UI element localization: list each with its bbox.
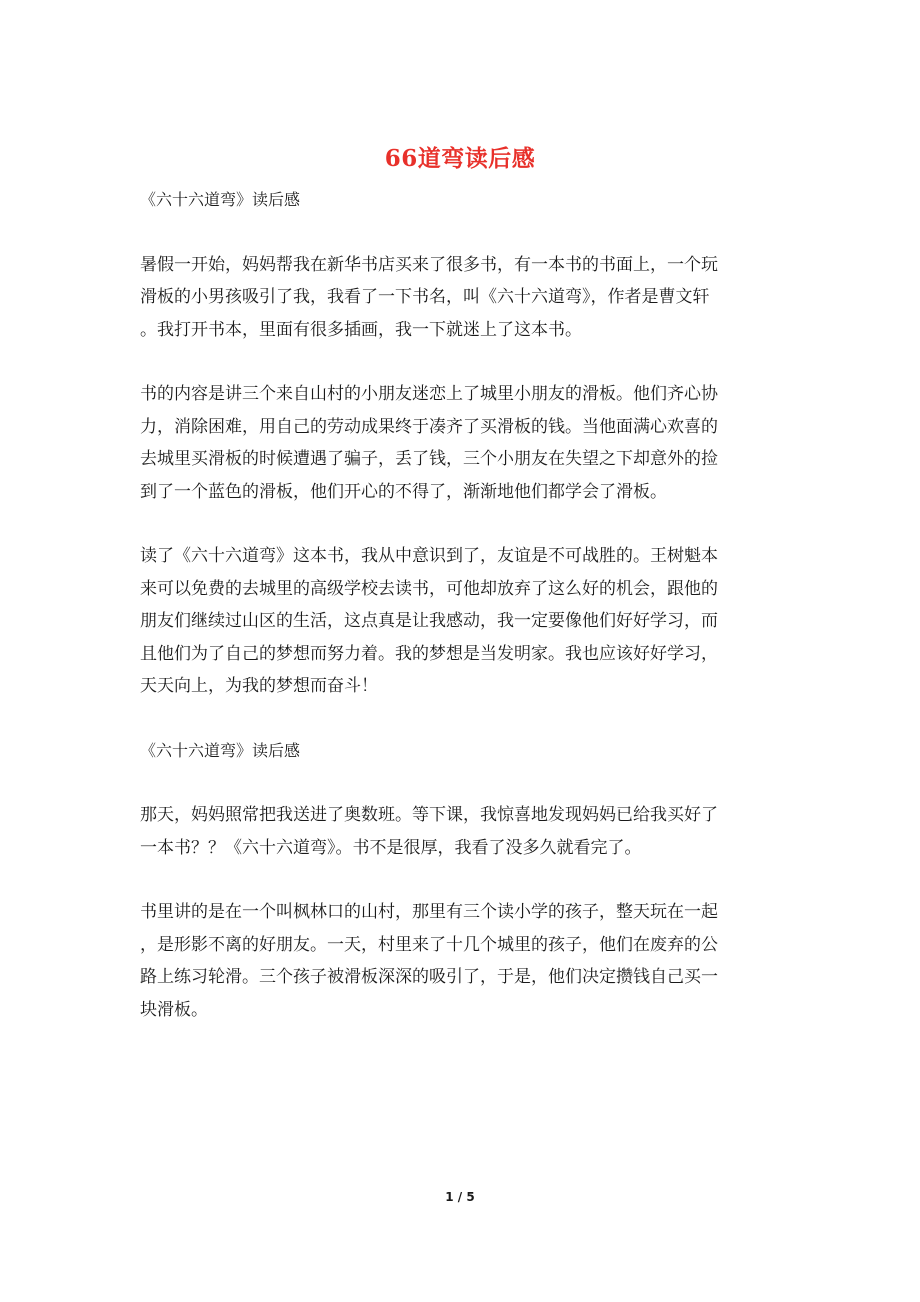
- page-title: 66道弯读后感: [384, 145, 536, 172]
- paragraph-line: 读了《六十六道弯》这本书，我从中意识到了，友谊是不可战胜的。王树魁本: [140, 546, 718, 566]
- paragraph-line: 暑假一开始，妈妈帮我在新华书店买来了很多书，有一本书的书面上，一个玩: [140, 254, 718, 275]
- paragraph-line: 到了一个蓝色的滑板，他们开心的不得了，渐渐地他们都学会了滑板。: [140, 481, 667, 502]
- paragraph: [140, 799, 780, 864]
- paragraph-line: ，是形影不离的好朋友。一天，村里来了十几个城里的孩子，他们在废弃的公: [140, 934, 718, 955]
- paragraph: [140, 540, 780, 703]
- paragraph-line: 来可以免费的去城里的高级学校去读书，可他却放弃了这么好的机会，跟他的: [140, 578, 718, 599]
- paragraph-line: 滑板的小男孩吸引了我，我看了一下书名，叫《六十六道弯》，作者是曹文轩: [140, 287, 710, 307]
- paragraph: [140, 378, 780, 508]
- paragraph-line: 块滑板。: [140, 999, 208, 1020]
- paragraph-line: 那天，妈妈照常把我送进了奥数班。等下课，我惊喜地发现妈妈已给我买好了: [140, 805, 718, 825]
- paragraph-line: 一本书？？《六十六道弯》。书不是很厚，我看了没多久就看完了。: [140, 837, 642, 858]
- paragraph: [140, 249, 780, 347]
- section-subhead: 《六十六道弯》读后感: [140, 190, 301, 209]
- paragraph-line: 书里讲的是在一个叫枫林口的山村，那里有三个读小学的孩子，整天玩在一起: [140, 902, 718, 922]
- paragraph-line: 去城里买滑板的时候遭遇了骗子，丢了钱，三个小朋友在失望之下却意外的捡: [140, 449, 718, 469]
- paragraph-line: 朋友们继续过山区的生活，这点真是让我感动，我一定要像他们好好学习，而: [140, 611, 718, 631]
- paragraph-line: 力，消除困难，用自己的劳动成果终于凑齐了买滑板的钱。当他面满心欢喜的: [140, 416, 718, 437]
- paragraph-line: 天天向上，为我的梦想而奋斗！: [140, 676, 378, 696]
- paragraph-line: 且他们为了自己的梦想而努力着。我的梦想是当发明家。我也应该好好学习，: [140, 643, 718, 664]
- page-indicator: 1 / 5: [445, 1190, 475, 1204]
- paragraph-line: 路上练习轮滑。三个孩子被滑板深深的吸引了，于是，他们决定攒钱自己买一: [140, 967, 718, 987]
- section-subhead: 《六十六道弯》读后感: [140, 740, 301, 760]
- paragraph: [140, 896, 780, 1026]
- document-body: [140, 184, 780, 1026]
- paragraph-line: 。我打开书本，里面有很多插画，我一下就迷上了这本书。: [140, 319, 582, 340]
- paragraph-line: 书的内容是讲三个来自山村的小朋友迷恋上了城里小朋友的滑板。他们齐心协: [140, 384, 718, 404]
